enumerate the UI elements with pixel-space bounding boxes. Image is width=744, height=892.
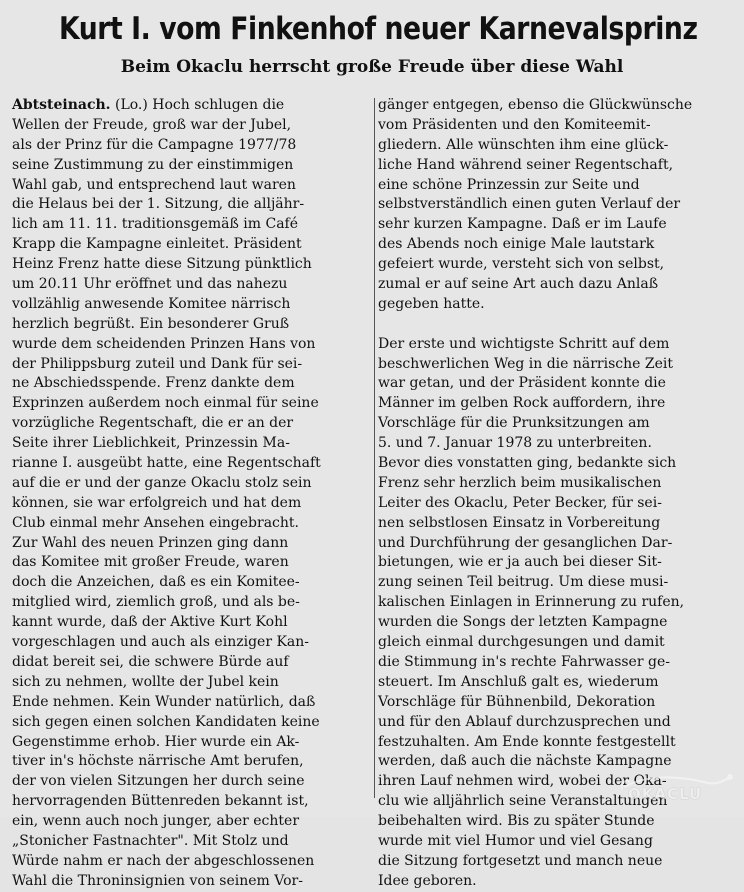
left-line: sich gegen einen solchen Kandidaten keine xyxy=(12,713,320,730)
left-line: seine Zustimmung zu der einstimmigen xyxy=(12,156,294,173)
okaclu-watermark-logo xyxy=(616,773,734,807)
left-line: Wahl gab, und entsprechend laut waren xyxy=(12,176,296,193)
left-line: Würde nahm er nach der abgeschlossenen xyxy=(12,852,315,869)
right-line: wurde mit viel Humor und viel Gesang xyxy=(378,832,653,849)
right-line: liche Hand während seiner Regentschaft, xyxy=(378,156,674,173)
left-line: lich am 11. 11. traditionsgemäß im Café xyxy=(12,216,299,233)
left-line: Krapp die Kampagne einleitet. Präsident xyxy=(12,236,302,253)
right-line: Bevor dies vonstatten ging, bedankte sich xyxy=(378,455,677,472)
left-line: Exprinzen außerdem noch einmal für seine xyxy=(12,395,319,412)
column-left xyxy=(12,96,368,892)
right-line: sehr kurzen Kampagne. Daß er im Laufe xyxy=(378,216,667,233)
left-line: Gegenstimme erhob. Hier wurde ein Ak- xyxy=(12,733,300,750)
left-line: als der Prinz für die Campagne 1977/78 xyxy=(12,136,297,153)
dateline-continuation: (Lo.) Hoch schlugen die xyxy=(114,97,285,113)
left-line: tiver in's höchste närrische Amt berufen, xyxy=(12,753,304,770)
left-line: Ende nehmen. Kein Wunder natürlich, daß xyxy=(12,693,316,710)
right-line: bietungen, wie er ja auch bei dieser Sit- xyxy=(378,554,662,571)
right-line: clu wie alljährlich seine Veranstaltungen xyxy=(378,793,668,810)
left-line: sich zu nehmen, wollte der Jubel kein xyxy=(12,673,279,690)
right-line: war getan, und der Präsident konnte die xyxy=(378,375,666,392)
right-line: zumal er auf seine Art auch dazu Anlaß xyxy=(378,276,659,293)
left-line: ne Abschiedsspende. Frenz dankte dem xyxy=(12,375,295,392)
left-line: ein, wenn auch noch junger, aber echter xyxy=(12,813,300,830)
right-line: zung seinen Teil beitrug. Um diese musi- xyxy=(378,574,669,591)
left-line: hervorragenden Büttenreden bekannt ist, xyxy=(12,793,309,810)
right-line: Idee geboren. xyxy=(378,872,477,889)
left-line: Heinz Frenz hatte diese Sitzung pünktlich xyxy=(12,256,312,273)
right-line: ihren Lauf nehmen wird, wobei der Oka- xyxy=(378,773,667,790)
column-divider xyxy=(374,98,375,798)
right-line: beibehalten wird. Bis zu später Stunde xyxy=(378,813,655,830)
right-line: wurden die Songs der letzten Kampagne xyxy=(378,614,668,631)
right-line: und Durchführung der gesanglichen Dar- xyxy=(378,534,673,551)
right-line: Leiter des Okaclu, Peter Becker, für sei- xyxy=(378,494,662,511)
left-line: Seite ihrer Lieblichkeit, Prinzessin Ma- xyxy=(12,435,290,452)
right-line: die Stimmung in's rechte Fahrwasser ge- xyxy=(378,653,670,670)
watermark-text: OKACLU xyxy=(628,785,703,803)
left-line: kannt wurde, daß der Aktive Kurt Kohl xyxy=(12,614,288,631)
right-line: gegeben hatte. xyxy=(378,295,485,312)
right-line: Männer im gelben Rock auffordern, ihre xyxy=(378,395,666,412)
right-line: steuert. Im Anschluß galt es, wiederum xyxy=(378,673,659,690)
left-line: auf die er und der ganze Okaclu stolz sein xyxy=(12,474,312,491)
left-line: Club einmal mehr Ansehen eingebracht. xyxy=(12,514,299,531)
left-line: Wellen der Freude, groß war der Jubel, xyxy=(12,116,292,133)
headline: Kurt I. vom Finkenhof neuer Karnevalsprinz xyxy=(58,11,698,47)
right-line: Vorschläge für die Prunksitzungen am xyxy=(378,415,650,432)
left-line: Zur Wahl des neuen Prinzen ging dann xyxy=(12,534,289,551)
left-line xyxy=(12,96,368,116)
left-line: didat bereit sei, die schwere Bürde auf xyxy=(12,653,289,670)
right-line xyxy=(378,315,734,335)
left-line: können, sie war erfolgreich und hat dem xyxy=(12,494,302,511)
right-line: Der erste und wichtigste Schritt auf dem xyxy=(378,335,670,352)
right-line: vom Präsidenten und den Komiteemit- xyxy=(378,116,651,133)
left-line: die Helaus bei der 1. Sitzung, die alljähr- xyxy=(12,196,305,213)
left-line: doch die Anzeichen, daß es ein Komitee- xyxy=(12,574,300,591)
left-line: „Stonicher Fastnachter". Mit Stolz und xyxy=(12,832,289,849)
right-line: gliedern. Alle wünschten ihm eine glück- xyxy=(378,136,669,153)
left-line: der von vielen Sitzungen her durch seine xyxy=(12,773,305,790)
left-line: um 20.11 Uhr eröffnet und das nahezu xyxy=(12,276,288,293)
right-line: eine schöne Prinzessin zur Seite und xyxy=(378,176,640,193)
right-line: selbstverständlich einen guten Verlauf der xyxy=(378,196,681,213)
right-line: Vorschläge für Bühnenbild, Dekoration xyxy=(378,693,656,710)
right-line: werden, daß auch die nächste Kampagne xyxy=(378,753,672,770)
left-line: vollzählig anwesende Komitee närrisch xyxy=(12,295,291,312)
right-line: gleich einmal durchgesungen und damit xyxy=(378,634,665,651)
left-line: vorgeschlagen und auch als einziger Kan- xyxy=(12,634,310,651)
left-line: wurde dem scheidenden Prinzen Hans von xyxy=(12,335,316,352)
left-line: das Komitee mit großer Freude, waren xyxy=(12,554,289,571)
subheadline: Beim Okaclu herrscht große Freude über diese Wahl xyxy=(120,57,624,77)
left-line: vorzügliche Regentschaft, die er an der xyxy=(12,415,294,432)
left-line: mitglied wird, ziemlich groß, und als be- xyxy=(12,594,300,611)
left-line: rianne I. ausgeübt hatte, eine Regentschaft xyxy=(12,455,321,472)
right-line: Frenz sehr herzlich beim musikalischen xyxy=(378,474,662,491)
left-line: herzlich begrüßt. Ein besonderer Gruß xyxy=(12,315,290,332)
right-line: beschwerlichen Weg in die närrische Zeit xyxy=(378,355,673,372)
right-line: des Abends noch einige Male lautstark xyxy=(378,236,655,253)
right-line: die Sitzung fortgesetzt und manch neue xyxy=(378,852,663,869)
right-line: festzuhalten. Am Ende konnte festgestellt xyxy=(378,733,676,750)
right-line: gefeiert wurde, versteht sich von selbst, xyxy=(378,256,665,273)
article-body xyxy=(12,96,736,889)
dateline: Abtsteinach. xyxy=(12,97,111,113)
right-line: kalischen Einlagen in Erinnerung zu rufen, xyxy=(378,594,685,611)
left-line: der Philippsburg zuteil und Dank für sei- xyxy=(12,355,303,372)
right-line: 5. und 7. Januar 1978 zu unterbreiten. xyxy=(378,435,652,452)
right-line: und für den Ablauf durchzusprechen und xyxy=(378,713,671,730)
left-line: Wahl die Throninsignien von seinem Vor- xyxy=(12,872,303,889)
right-line: nen selbstlosen Einsatz in Vorbereitung xyxy=(378,514,661,531)
right-line: gänger entgegen, ebenso die Glückwünsche xyxy=(378,97,693,113)
